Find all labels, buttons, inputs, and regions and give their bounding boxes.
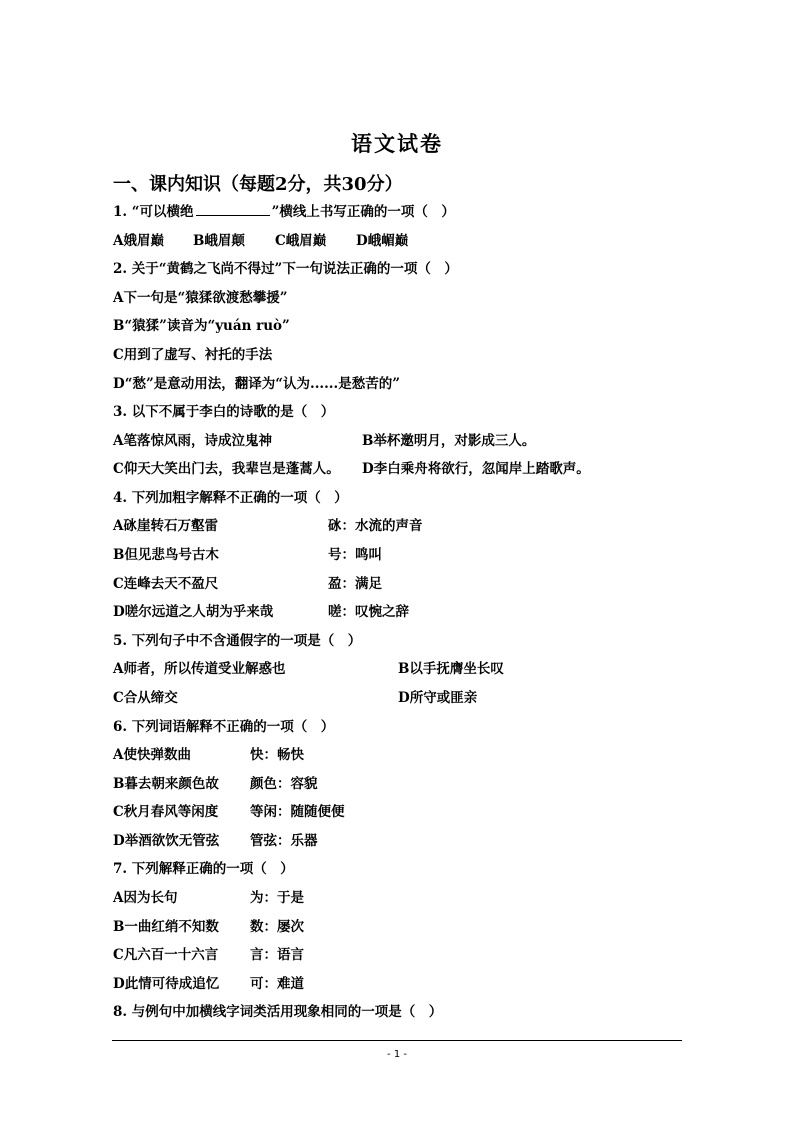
question-4-option-d: D嗟尔远道之人胡为乎来哉 (113, 604, 274, 620)
question-1-option-a: A娥眉巅 (113, 233, 164, 249)
question-6-option-c: C秋月春风等闲度 (113, 804, 219, 820)
question-8-stem: 8. 与例句中加横线字词类活用现象相同的一项是（ ） (113, 1004, 443, 1020)
question-4-gloss-c: 盈：满足 (328, 576, 382, 592)
question-3-option-b: B举杯邀明月，对影成三人。 (362, 433, 536, 449)
answer-blank (196, 203, 270, 216)
question-7-gloss-b: 数：屡次 (250, 919, 304, 935)
question-2-option-d: D“愁”是意动用法，翻译为“认为......是愁苦的” (113, 376, 400, 392)
question-5-option-b: B以手抚膺坐长叹 (398, 661, 504, 677)
question-4-stem: 4. 下列加粗字解释不正确的一项（ ） (113, 490, 348, 506)
question-5-option-a: A师者，所以传道受业解惑也 (113, 661, 286, 677)
question-1-option-b: B峨眉颠 (193, 233, 245, 249)
question-6-gloss-c: 等闲：随随便便 (250, 804, 345, 820)
question-6-option-d: D举酒欲饮无管弦 (113, 833, 220, 849)
page-title: 语文试卷 (351, 131, 443, 156)
question-7-gloss-d: 可：难道 (250, 976, 304, 992)
question-7-option-a: A因为长句 (113, 890, 178, 906)
question-4-gloss-d: 嗟：叹惋之辞 (328, 604, 409, 620)
question-7-gloss-a: 为：于是 (250, 890, 304, 906)
question-1-stem-part1: 1. “可以横绝 (113, 204, 194, 220)
question-1-option-d: D峨嵋巅 (356, 233, 409, 249)
question-4-option-b: B但见悲鸟号古木 (113, 547, 219, 563)
page-number: - 1 - (387, 1049, 407, 1060)
question-2-option-b: B“猿猱”读音为“yuán ruò” (113, 318, 290, 334)
section-heading: 一、课内知识（每题2分，共30分） (113, 174, 403, 195)
question-4-option-c: C连峰去天不盈尺 (113, 576, 219, 592)
question-3-stem: 3. 以下不属于李白的诗歌的是（ ） (113, 404, 335, 420)
question-1-stem (113, 203, 455, 221)
question-5-stem: 5. 下列句子中不含通假字的一项是（ ） (113, 633, 362, 649)
question-6-option-b: B暮去朝来颜色故 (113, 776, 219, 792)
question-4-gloss-a: 砯：水流的声音 (328, 518, 423, 534)
question-3-option-d: D李白乘舟将欲行，忽闻岸上踏歌声。 (362, 461, 590, 477)
question-6-gloss-d: 管弦：乐器 (250, 833, 318, 849)
question-3-option-c: C仰天大笑出门去，我辈岂是蓬蒿人。 (113, 461, 340, 477)
question-6-gloss-b: 颜色：容貌 (250, 776, 318, 792)
question-7-stem: 7. 下列解释正确的一项（ ） (113, 861, 294, 877)
question-6-option-a: A使快弹数曲 (113, 747, 191, 763)
question-2-stem: 2. 关于“黄鹤之飞尚不得过”下一句说法正确的一项（ ） (113, 261, 458, 277)
question-4-option-a: A砯崖转石万壑雷 (113, 518, 218, 534)
question-6-stem: 6. 下列词语解释不正确的一项（ ） (113, 719, 335, 735)
question-2-option-a: A下一句是“猿猱欲渡愁攀援” (113, 290, 288, 306)
question-7-option-d: D此情可待成追忆 (113, 976, 220, 992)
question-7-option-c: C凡六百一十六言 (113, 947, 219, 963)
question-5-option-c: C合从缔交 (113, 690, 178, 706)
question-5-option-d: D所守或匪亲 (398, 690, 478, 706)
question-7-option-b: B一曲红绡不知数 (113, 919, 219, 935)
question-3-option-a: A笔落惊风雨，诗成泣鬼神 (113, 433, 272, 449)
question-1-option-c: C峨眉巅 (275, 233, 327, 249)
question-2-option-c: C用到了虚写、衬托的手法 (113, 347, 273, 363)
question-4-gloss-b: 号：鸣叫 (328, 547, 382, 563)
question-7-gloss-c: 言：语言 (250, 947, 304, 963)
question-6-gloss-a: 快：畅快 (250, 747, 304, 763)
question-1-stem-part2: ”横线上书写正确的一项（ ） (271, 204, 455, 220)
footer-divider (112, 1040, 682, 1041)
